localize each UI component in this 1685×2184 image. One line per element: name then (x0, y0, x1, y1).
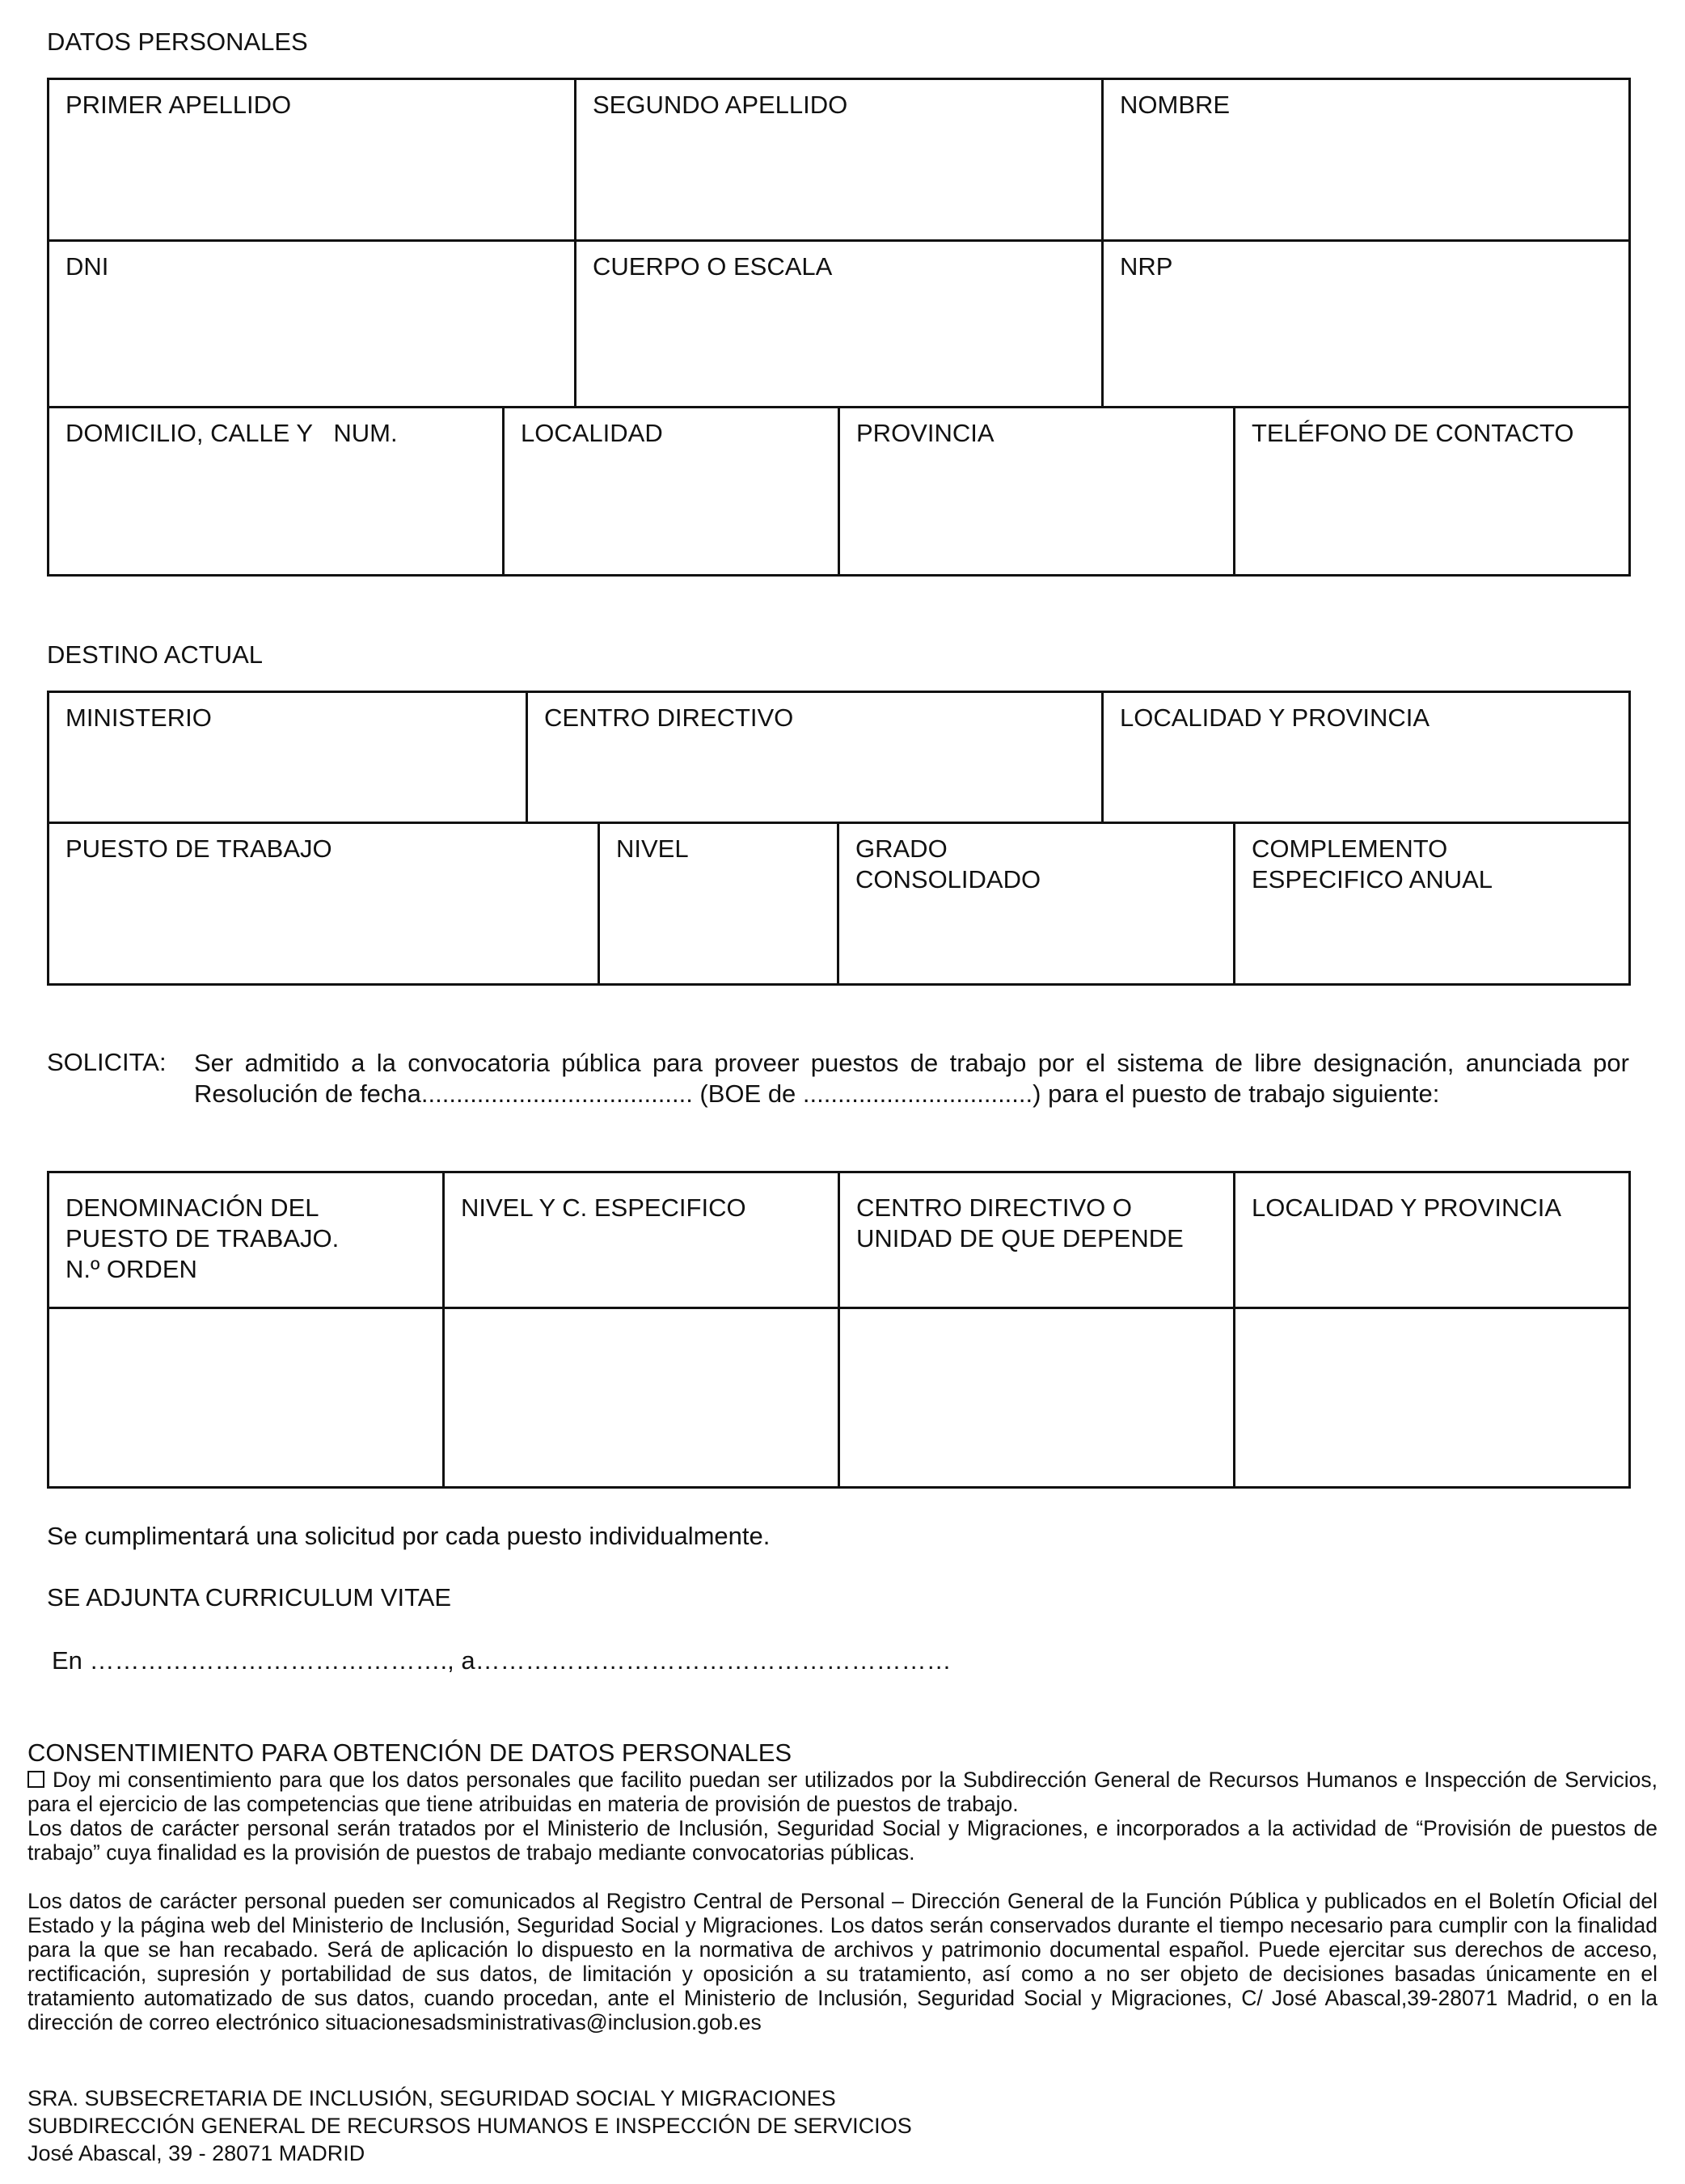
provincia-label: PROVINCIA (856, 419, 995, 447)
localidad-provincia-col-label: LOCALIDAD Y PROVINCIA (1252, 1193, 1562, 1222)
provincia-field[interactable] (839, 408, 1235, 576)
consent-checkbox[interactable] (27, 1771, 44, 1788)
grado-label-line1: GRADO (855, 834, 948, 863)
section-title-datos-personales: DATOS PERSONALES (47, 27, 308, 56)
section-title-destino-actual: DESTINO ACTUAL (47, 640, 263, 669)
localidad-label: LOCALIDAD (521, 419, 663, 447)
localidad-provincia-label: LOCALIDAD Y PROVINCIA (1120, 703, 1430, 732)
nivel-especifico-header (444, 1172, 839, 1308)
nivel-especifico-label: NIVEL Y C. ESPECIFICO (461, 1193, 746, 1222)
nivel-especifico-input-cell[interactable] (444, 1308, 839, 1488)
denominacion-line2: PUESTO DE TRABAJO. (65, 1224, 340, 1253)
complemento-label-line2: ESPECIFICO ANUAL (1252, 865, 1493, 893)
consent-checkbox-text: Doy mi consentimiento para que los datos personales que facilito puedan ser utilizados por la Subdirección General de Recursos Humanos e Inspección de Servicios, para el ejercicio de las competencias que tiene atribuidas en materia de provisión de puestos de trabajo. (27, 1768, 1658, 1816)
curriculum-note: SE ADJUNTA CURRICULUM VITAE (47, 1583, 452, 1612)
domicilio-label: DOMICILIO, CALLE Y NUM. (65, 419, 398, 447)
grado-consolidado-field[interactable] (838, 823, 1235, 985)
domicilio-table (47, 406, 1631, 577)
centro-directivo-line2: UNIDAD DE QUE DEPENDE (856, 1224, 1184, 1253)
telefono-label: TELÉFONO DE CONTACTO (1252, 419, 1574, 447)
consent-checkbox-row (27, 1768, 1658, 1816)
cuerpo-escala-label: CUERPO O ESCALA (593, 252, 833, 281)
consentimiento-title: CONSENTIMIENTO PARA OBTENCIÓN DE DATOS PERSONALES (27, 1738, 792, 1767)
footer-line-2: SUBDIRECCIÓN GENERAL DE RECURSOS HUMANOS E INSPECCIÓN DE SERVICIOS (27, 2114, 912, 2138)
dni-label: DNI (65, 252, 109, 281)
primer-apellido-field[interactable] (49, 79, 576, 241)
nombre-field[interactable] (1103, 79, 1630, 241)
nivel-field[interactable] (599, 823, 838, 985)
centro-directivo-field[interactable] (527, 692, 1103, 823)
solicita-label: SOLICITA: (47, 1048, 167, 1076)
denominacion-line3: N.º ORDEN (65, 1255, 197, 1283)
centro-directivo-label: CENTRO DIRECTIVO (544, 703, 794, 732)
nrp-field[interactable] (1103, 241, 1630, 408)
localidad-provincia-input-cell[interactable] (1235, 1308, 1630, 1488)
segundo-apellido-field[interactable] (576, 79, 1103, 241)
grado-label-line2: CONSOLIDADO (855, 865, 1041, 893)
nota-individual: Se cumplimentará una solicitud por cada puesto individualmente. (47, 1522, 771, 1550)
footer-line-3: José Abascal, 39 - 28071 MADRID (27, 2141, 365, 2165)
centro-directivo-input-cell[interactable] (839, 1308, 1235, 1488)
centro-directivo-line1: CENTRO DIRECTIVO O (856, 1193, 1133, 1222)
nrp-label: NRP (1120, 252, 1173, 281)
destino-actual-table-1 (47, 691, 1631, 824)
ministerio-field[interactable] (49, 692, 527, 823)
centro-directivo-header (839, 1172, 1235, 1308)
dni-field[interactable] (49, 241, 576, 408)
cuerpo-escala-field[interactable] (576, 241, 1103, 408)
primer-apellido-label: PRIMER APELLIDO (65, 91, 292, 119)
localidad-field[interactable] (504, 408, 839, 576)
denominacion-input-cell[interactable] (49, 1308, 444, 1488)
telefono-field[interactable] (1235, 408, 1630, 576)
localidad-provincia-field[interactable] (1103, 692, 1630, 823)
denominacion-header (49, 1172, 444, 1308)
ministerio-label: MINISTERIO (65, 703, 212, 732)
complemento-label-line1: COMPLEMENTO (1252, 834, 1448, 863)
consent-paragraph-2: Los datos de carácter personal pueden ser comunicados al Registro Central de Personal – Dirección General de la Función Pública y publicados en el Boletín Oficial del Estado y la página web del Ministerio de Inclusión, Seguridad Social y Migraciones. Los datos serán conservados durante el tiempo necesario para cumplir con la finalidad para la que se han recabado. Será de aplicación lo dispuesto en la normativa de archivos y patrimonio documental español. Puede ejercitar sus derechos de acceso, rectificación, supresión y portabilidad de sus datos, de limitación y oposición a su tratamiento, así como a no ser objeto de decisiones basadas únicamente en el tratamiento automatizado de sus datos, cuando procedan, ante el Ministerio de Inclusión, Seguridad Social y Migraciones, C/ José Abascal,39-28071 Madrid, o en la dirección de correo electrónico situacionesadsministrativas@inclusion.gob.es (27, 1889, 1658, 2034)
puesto-solicitado-table (47, 1171, 1631, 1489)
localidad-provincia-header (1235, 1172, 1630, 1308)
segundo-apellido-label: SEGUNDO APELLIDO (593, 91, 848, 119)
complemento-field[interactable] (1235, 823, 1630, 985)
domicilio-field[interactable] (49, 408, 504, 576)
nivel-label: NIVEL (616, 834, 689, 863)
footer-line-1: SRA. SUBSECRETARIA DE INCLUSIÓN, SEGURIDAD SOCIAL Y MIGRACIONES (27, 2086, 836, 2110)
nombre-label: NOMBRE (1120, 91, 1231, 119)
consent-paragraph-1: Los datos de carácter personal serán tratados por el Ministerio de Inclusión, Seguridad Social y Migraciones, e incorporados a la actividad de “Provisión de puestos de trabajo” cuya finalidad es la provisión de puestos de trabajo mediante convocatorias públicas. (27, 1816, 1658, 1865)
lugar-fecha-line[interactable]: En ……………………………………., a………………………………………………… (52, 1646, 952, 1675)
puesto-trabajo-label: PUESTO DE TRABAJO (65, 834, 332, 863)
footer-address (27, 2085, 912, 2167)
puesto-trabajo-field[interactable] (49, 823, 599, 985)
denominacion-line1: DENOMINACIÓN DEL (65, 1193, 319, 1222)
datos-personales-table (47, 78, 1631, 408)
destino-actual-table-2 (47, 822, 1631, 986)
consentimiento-body (27, 1768, 1658, 2034)
solicita-text: Ser admitido a la convocatoria pública para proveer puestos de trabajo por el sistema de libre designación, anunciada por Resolución de fecha....................................... (BOE de .................................) para el puesto de trabajo siguiente: (194, 1049, 1629, 1108)
